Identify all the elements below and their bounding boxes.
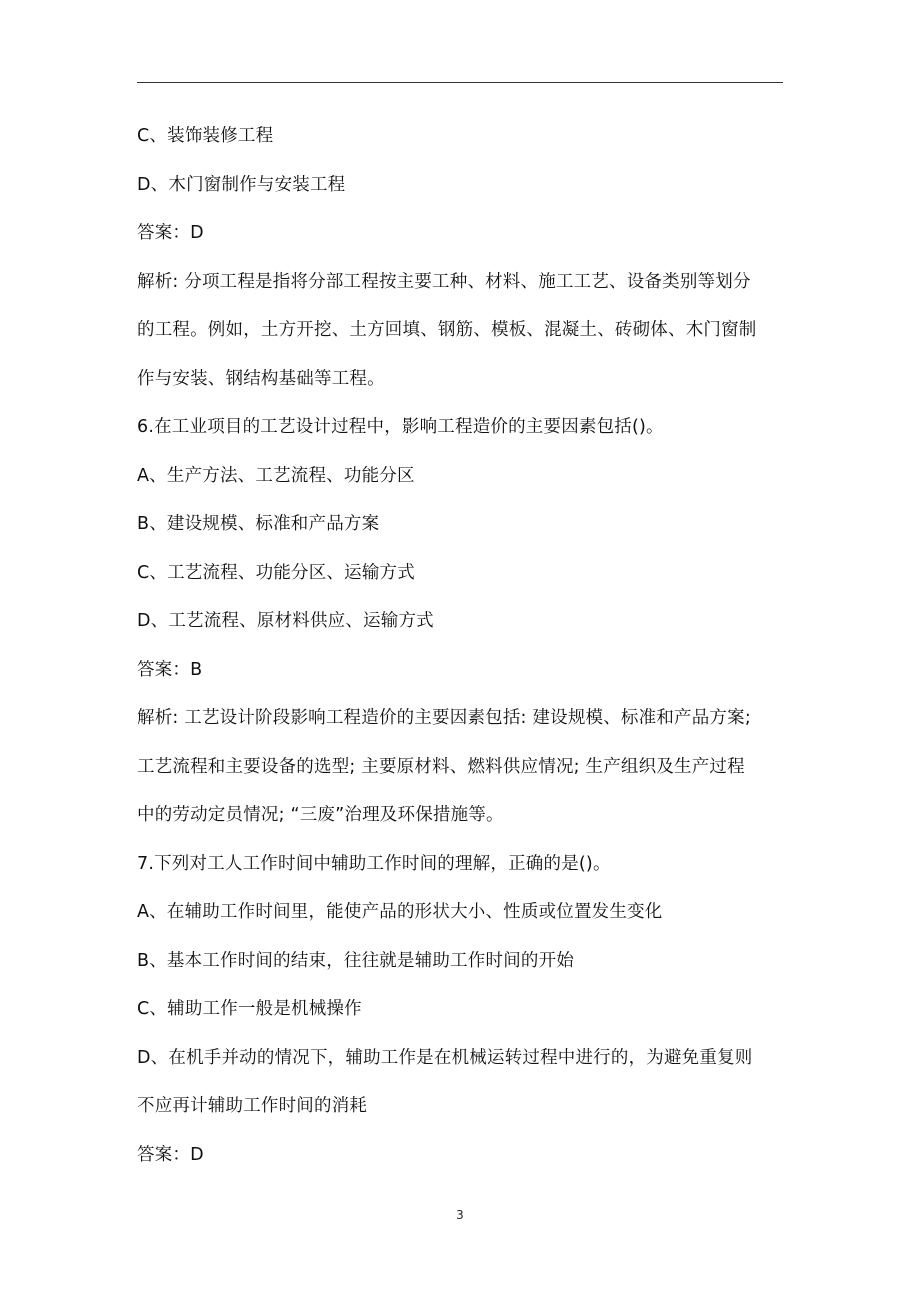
option-b-line: B、基本工作时间的结束，往往就是辅助工作时间的开始 [137, 950, 575, 971]
option-d-line: D、木门窗制作与安装工程 [137, 174, 346, 195]
header-rule [137, 82, 783, 83]
explanation-line: 解析: 分项工程是指将分部工程按主要工种、材料、施工工艺、设备类别等划分 [137, 271, 751, 292]
explanation-line: 工艺流程和主要设备的选型; 主要原材料、燃料供应情况; 生产组织及生产过程 [137, 756, 745, 777]
option-c-line: C、装饰装修工程 [137, 126, 274, 146]
answer-line: 答案：D [137, 223, 204, 243]
option-d-line: D、在机手并动的情况下，辅助工作是在机械运转过程中进行的，为避免重复则 [137, 1047, 753, 1068]
question-7-stem: 7.下列对工人工作时间中辅助工作时间的理解，正确的是()。 [137, 853, 611, 874]
option-d-line: D、工艺流程、原材料供应、运输方式 [137, 611, 434, 631]
page-body [137, 112, 787, 1179]
answer-line: 答案：D [137, 1144, 204, 1165]
option-a-line: A、在辅助工作时间里，能使产品的形状大小、性质或位置发生变化 [137, 902, 663, 922]
option-c-line: C、辅助工作一般是机械操作 [137, 999, 362, 1019]
explanation-line: 的工程。例如，土方开挖、土方回填、钢筋、模板、混凝土、砖砌体、木门窗制 [137, 320, 757, 340]
explanation-line: 作与安装、钢结构基础等工程。 [137, 368, 385, 389]
option-d-continuation: 不应再计辅助工作时间的消耗 [137, 1096, 368, 1116]
answer-line: 答案：B [137, 659, 203, 680]
option-b-line: B、建设规模、标准和产品方案 [137, 514, 380, 534]
question-6-stem: 6.在工业项目的工艺设计过程中，影响工程造价的主要因素包括()。 [137, 417, 664, 437]
explanation-line: 解析: 工艺设计阶段影响工程造价的主要因素包括: 建设规模、标准和产品方案; [137, 708, 751, 728]
option-a-line: A、生产方法、工艺流程、功能分区 [137, 465, 415, 486]
explanation-line: 中的劳动定员情况; “三废”治理及环保措施等。 [137, 805, 504, 825]
option-c-line: C、工艺流程、功能分区、运输方式 [137, 562, 415, 583]
page-number: 3 [456, 1208, 464, 1222]
